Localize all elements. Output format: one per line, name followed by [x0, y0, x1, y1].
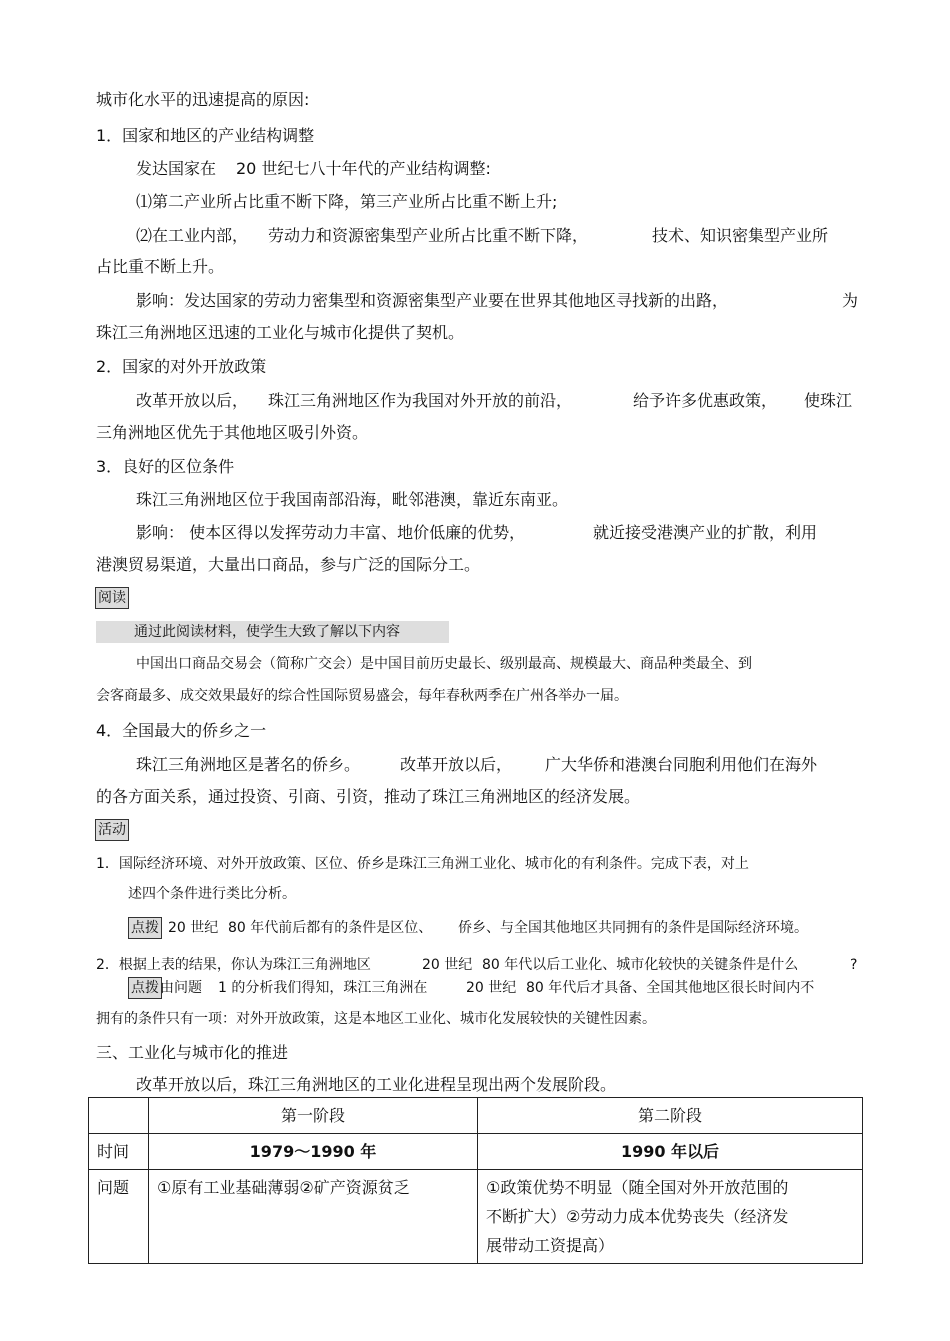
hint2-a: 由问题 — [160, 980, 202, 996]
table-header-stage1: 第一阶段 — [149, 1098, 478, 1134]
activity-q1-line2: 述四个条件进行类比分析。 — [128, 886, 296, 902]
section-4-title: 4．全国最大的侨乡之一 — [96, 721, 267, 740]
table-row-issue — [89, 1170, 863, 1264]
reading-intro-text: 通过此阅读材料，使学生大致了解以下内容 — [134, 624, 400, 640]
s1-para4-b: 为 — [842, 291, 859, 310]
table-row-time — [89, 1134, 863, 1170]
s1-para3-b: 劳动力和资源密集型产业所占比重不断下降， — [268, 226, 589, 245]
table-row-label-issue: 问题 — [89, 1170, 149, 1264]
hint2-e: 拥有的条件只有一项：对外开放政策，这是本地区工业化、城市化发展较快的关键性因素。 — [96, 1011, 656, 1027]
hint1-b: 80 年代前后都有的条件是区位、 — [228, 920, 433, 936]
s2-para1-a: 改革开放以后， — [136, 391, 249, 410]
activity-q2-a: 2．根据上表的结果，你认为珠江三角洲地区 — [96, 957, 371, 973]
s4-para1-a: 珠江三角洲地区是著名的侨乡。 — [136, 755, 361, 774]
s3-para2-c: 港澳贸易渠道，大量出口商品，参与广泛的国际分工。 — [96, 555, 481, 574]
reading-para-line2: 会客商最多、成交效果最好的综合性国际贸易盛会，每年春秋两季在广州各举办一届。 — [96, 688, 628, 704]
table-header-stage2: 第二阶段 — [478, 1098, 863, 1134]
stage-table — [88, 1097, 863, 1264]
hint2-c: 20 世纪 — [466, 980, 517, 996]
s1-para1-a: 发达国家在 — [136, 159, 217, 178]
table-row-label-time: 时间 — [89, 1134, 149, 1170]
s2-para1-b: 珠江三角洲地区作为我国对外开放的前沿， — [268, 391, 573, 410]
section-2-title: 2．国家的对外开放政策 — [96, 357, 267, 376]
table-header-row — [89, 1098, 863, 1134]
hint-tag-1: 点拨 — [128, 917, 162, 939]
s2-para1-d: 使珠江 — [804, 391, 853, 410]
table-cell-time-stage2: 1990 年以后 — [478, 1134, 863, 1170]
activity-q2-b: 20 世纪 — [422, 957, 473, 973]
issue-stage2-line1: ①政策优势不明显（随全国对外开放范围的 — [486, 1178, 789, 1197]
table-cell-issue-stage2 — [478, 1170, 863, 1264]
activity-q1-line1: 1．国际经济环境、对外开放政策、区位、侨乡是珠江三角洲工业化、城市化的有利条件。完成下表，对上 — [96, 856, 749, 872]
table-header-corner — [89, 1098, 149, 1134]
hint2-b: 1 的分析我们得知，珠江三角洲在 — [218, 980, 428, 996]
s3-para2-a: 影响： 使本区得以发挥劳动力丰富、地价低廉的优势， — [136, 523, 526, 542]
reading-intro-bar — [96, 621, 449, 643]
section-5-title: 三、工业化与城市化的推进 — [96, 1043, 289, 1062]
s4-para1-b: 改革开放以后， — [400, 755, 513, 774]
section-3-title: 3．良好的区位条件 — [96, 457, 235, 476]
s1-para2: ⑴第二产业所占比重不断下降，第三产业所占比重不断上升; — [136, 192, 558, 211]
s1-para1-b: 20 世纪七八十年代的产业结构调整: — [236, 159, 491, 178]
reading-para-line1: 中国出口商品交易会（简称广交会）是中国目前历史最长、级别最高、规模最大、商品种类最全、到 — [136, 656, 752, 672]
table-cell-issue-stage1: ①原有工业基础薄弱②矿产资源贫乏 — [149, 1170, 478, 1264]
s4-para1-d: 的各方面关系，通过投资、引商、引资，推动了珠江三角洲地区的经济发展。 — [96, 787, 641, 806]
s1-para4-a: 影响：发达国家的劳动力密集型和资源密集型产业要在世界其他地区寻找新的出路， — [136, 291, 729, 310]
s4-para1-c: 广大华侨和港澳台同胞利用他们在海外 — [545, 755, 818, 774]
s1-para3-c: 技术、知识密集型产业所 — [652, 226, 829, 245]
s3-para2-b: 就近接受港澳产业的扩散，利用 — [593, 523, 818, 542]
s3-para1: 珠江三角洲地区位于我国南部沿海，毗邻港澳，靠近东南亚。 — [136, 490, 569, 509]
s1-para3-d: 占比重不断上升。 — [96, 257, 225, 276]
s1-para3-a: ⑵在工业内部， — [136, 226, 249, 245]
hint1-c: 侨乡、与全国其他地区共同拥有的条件是国际经济环境。 — [458, 920, 808, 936]
s5-para1: 改革开放以后，珠江三角洲地区的工业化进程呈现出两个发展阶段。 — [136, 1075, 617, 1094]
issue-stage2-line2: 不断扩大）②劳动力成本优势丧失（经济发 — [486, 1207, 789, 1226]
table-cell-time-stage1: 1979～1990 年 — [149, 1134, 478, 1170]
activity-q2-c: 80 年代以后工业化、城市化较快的关键条件是什么 — [482, 957, 799, 973]
section-1-title: 1．国家和地区的产业结构调整 — [96, 126, 315, 145]
activity-tag: 活动 — [95, 819, 129, 841]
hint2-d: 80 年代后才具备、全国其他地区很长时间内不 — [526, 980, 815, 996]
hint-tag-2: 点拨 — [128, 977, 162, 999]
s2-para1-c: 给予许多优惠政策， — [633, 391, 778, 410]
reading-tag: 阅读 — [95, 587, 129, 609]
s2-para1-e: 三角洲地区优先于其他地区吸引外资。 — [96, 423, 369, 442]
hint1-a: 20 世纪 — [168, 920, 219, 936]
activity-q2-d: ? — [850, 957, 858, 973]
intro-line: 城市化水平的迅速提高的原因: — [96, 90, 310, 109]
s1-para4-c: 珠江三角洲地区迅速的工业化与城市化提供了契机。 — [96, 323, 465, 342]
issue-stage2-line3: 展带动工资提高） — [486, 1236, 615, 1255]
